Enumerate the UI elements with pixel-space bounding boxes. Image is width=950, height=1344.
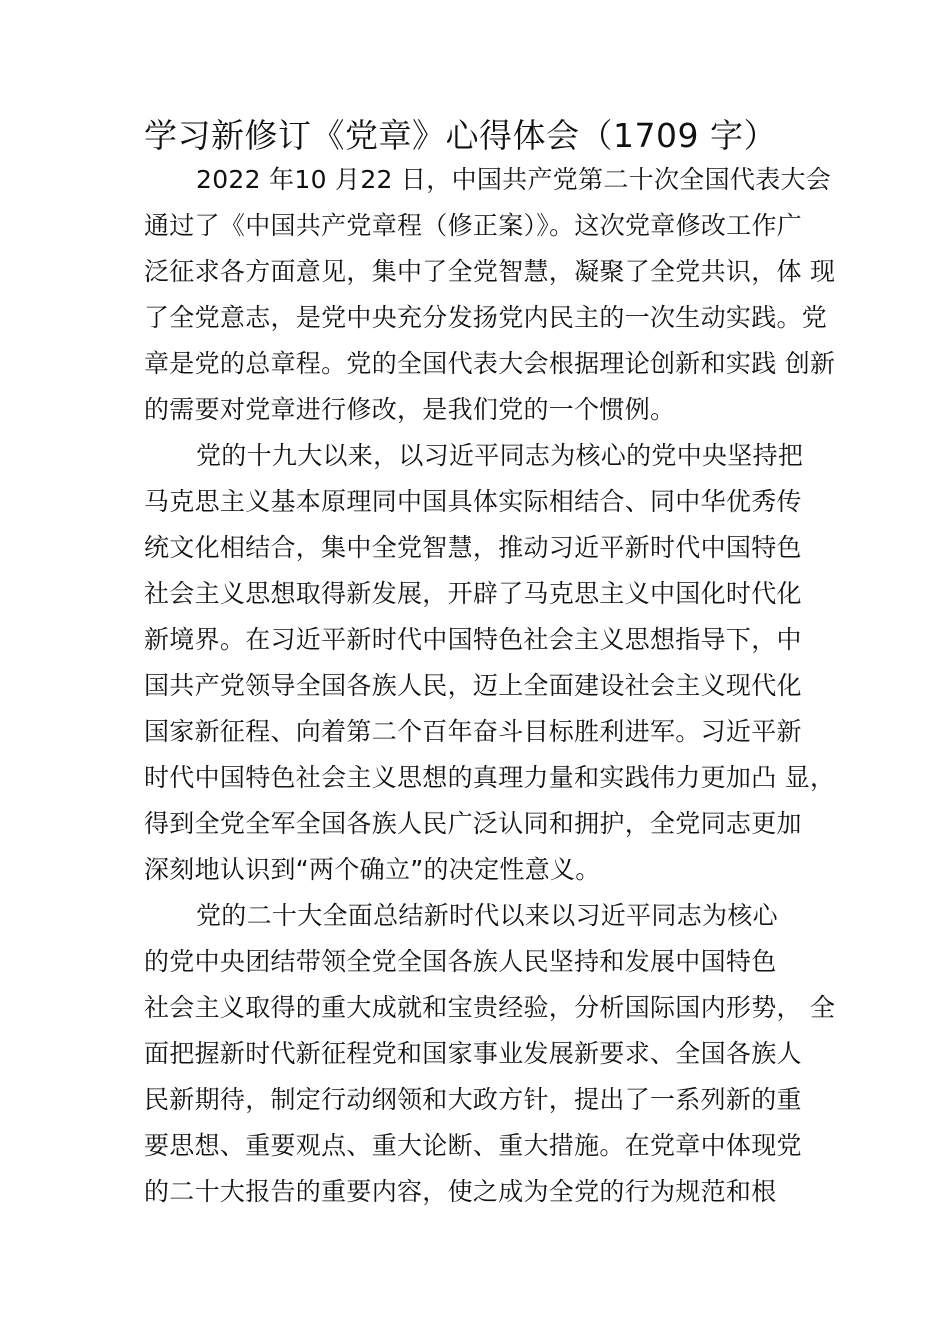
- paragraph-3-line-6: 要思想、重要观点、重大论断、重大措施。在党章中体现党: [144, 1131, 802, 1160]
- paragraph-1-line-6: 的需要对党章进行修改，是我们党的一个惯例。: [144, 395, 676, 424]
- paragraph-2-line-10: 深刻地认识到“两个确立”的决定性意义。: [144, 855, 601, 884]
- document-title: 学习新修订《党章》心得体会（1709 字）: [144, 116, 777, 155]
- paragraph-3-line-7: 的二十大报告的重要内容，使之成为全党的行为规范和根: [144, 1177, 777, 1206]
- paragraph-2-line-1: 党的十九大以来，以习近平同志为核心的党中央坚持把: [196, 441, 804, 470]
- paragraph-1-line-2: 通过了《中国共产党章程（修正案）》。这次党章修改工作广: [144, 211, 803, 240]
- paragraph-2-line-9: 得到全党全军全国各族人民广泛认同和拥护，全党同志更加: [144, 809, 802, 838]
- paragraph-3-line-5: 民新期待，制定行动纲领和大政方针，提出了一系列新的重: [144, 1085, 802, 1114]
- paragraph-2-line-4: 社会主义思想取得新发展，开辟了马克思主义中国化时代化: [144, 579, 802, 608]
- paragraph-1-line-1: 2022 年10 月22 日，中国共产党第二十次全国代表大会: [196, 165, 832, 194]
- paragraph-1-line-4: 了全党意志，是党中央充分发扬党内民主的一次生动实践。党: [144, 303, 828, 332]
- paragraph-2-line-8: 时代中国特色社会主义思想的真理力量和实践伟力更加凸 显，: [144, 763, 836, 792]
- paragraph-1-line-5: 章是党的总章程。党的全国代表大会根据理论创新和实践 创新: [144, 349, 836, 378]
- paragraph-2-line-3: 统文化相结合，集中全党智慧，推动习近平新时代中国特色: [144, 533, 802, 562]
- paragraph-3-line-2: 的党中央团结带领全党全国各族人民坚持和发展中国特色: [144, 947, 777, 976]
- paragraph-2-line-2: 马克思主义基本原理同中国具体实际相结合、同中华优秀传: [144, 487, 802, 516]
- paragraph-2-line-7: 国家新征程、向着第二个百年奋斗目标胜利进军。习近平新: [144, 717, 802, 746]
- paragraph-3-line-3: 社会主义取得的重大成就和宝贵经验，分析国际国内形势， 全: [144, 993, 836, 1022]
- paragraph-3-line-4: 面把握新时代新征程党和国家事业发展新要求、全国各族人: [144, 1039, 802, 1068]
- paragraph-3-line-1: 党的二十大全面总结新时代以来以习近平同志为核心: [196, 901, 778, 930]
- paragraph-2-line-5: 新境界。在习近平新时代中国特色社会主义思想指导下，中: [144, 625, 802, 654]
- paragraph-1-line-3: 泛征求各方面意见，集中了全党智慧，凝聚了全党共识，体 现: [144, 257, 836, 286]
- paragraph-2-line-6: 国共产党领导全国各族人民，迈上全面建设社会主义现代化: [144, 671, 802, 700]
